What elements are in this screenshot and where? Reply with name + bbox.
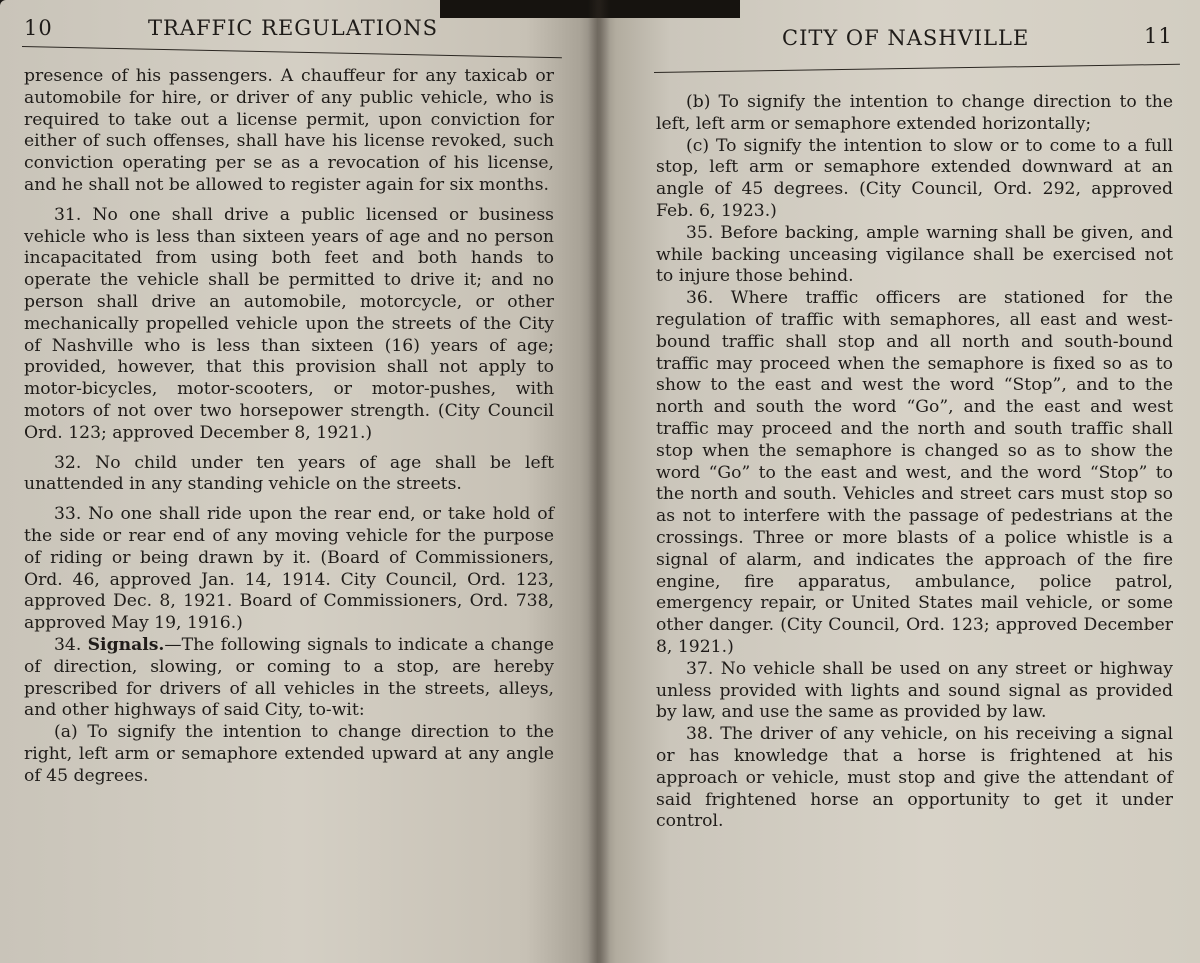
page-number: 11: [1144, 24, 1173, 48]
header-rule: [22, 46, 562, 58]
paragraph-37: 37. No vehicle shall be used on any street or highway unless provided with lights and sound signal as provided by law, and use the same as provided by law.: [656, 658, 1173, 723]
paragraph-36: 36. Where traffic officers are stationed for the regulation of traffic with semaphores, all east and west-bound traffic shall stop and all north and south-bound traffic may proceed when the semaphore is fixed so as to show to the east and west the word “Stop”, and to the north and south the word “Go”, and the east and west traffic may proceed and the north and south traffic shall stop when the semaphore is changed so as to show the word “Go” to the east and west, and the word “Stop” to the north and south. Vehicles and street cars must stop so as not to interfere with the passage of pedestrians at the crossings. Three or more blasts of a police whistle is a signal of alarm, and indicates the approach of the fire engine, fire apparatus, ambulance, police patrol, emergency repair, or United States mail vehicle, or some other danger. (City Council, Ord. 123; approved December 8, 1921.): [656, 288, 1173, 657]
section-heading: Signals.: [87, 634, 165, 655]
page-body: [656, 92, 1173, 833]
section-text: —The following signals to indicate a change of direction, slowing, or coming to a stop, are hereby prescribed for drivers of all vehicles in the streets, alleys, and other highways of said City, to-wit:: [24, 634, 554, 721]
running-title: CITY OF NASHVILLE: [782, 26, 1030, 50]
paragraph-34a: (a) To signify the intention to change direction to the right, left arm or semaphore extended upward at any angle of 45 degrees.: [24, 722, 554, 786]
running-title: TRAFFIC REGULATIONS: [148, 16, 439, 40]
paragraph-continuation: presence of his passengers. A chauffeur for any taxicab or automobile for hire, or driver of any public vehicle, who is required to take out a license permit, upon conviction for either of such offenses, shall have his license revoked, such conviction operating per se as a revocation of his license, and he shall not be allowed to register again for six months.: [24, 66, 554, 195]
header-rule: [654, 64, 1180, 73]
paragraph-34: [24, 635, 554, 722]
left-page: [0, 0, 598, 963]
paragraph-38: 38. The driver of any vehicle, on his receiving a signal or has knowledge that a horse is frightened at his approach or vehicle, must stop and give the attendant of said frightened horse an opportunity to get it under control.: [656, 724, 1173, 832]
section-number: 34.: [54, 634, 82, 655]
paragraph-32: 32. No child under ten years of age shall be left unattended in any standing vehicle on the streets.: [24, 452, 554, 495]
paragraph-31: 31. No one shall drive a public licensed or business vehicle who is less than sixteen years of age and no person incapacitated from using both feet and both hands to operate the vehicle shall be permitted to drive it; and no person shall drive an automobile, motorcycle, or other mechanically propelled vehicle upon the streets of the City of Nashville who is less than sixteen (16) years of age; provided, however, that this provision shall not apply to motor-bicycles, motor-scooters, or motor-pushes, with motors of not over two horsepower strength. (City Council Ord. 123; approved December 8, 1921.): [24, 204, 554, 443]
paragraph-34b: (b) To signify the intention to change direction to the left, left arm or semaphore extended horizontally;: [656, 92, 1173, 134]
paragraph-33: 33. No one shall ride upon the rear end, or take hold of the side or rear end of any moving vehicle for the purpose of riding or being drawn by it. (Board of Commissioners, Ord. 46, approved Jan. 14, 1914. City Council, Ord. 123, approved Dec. 8, 1921. Board of Commissioners, Ord. 738, approved May 19, 1916.): [24, 504, 554, 634]
page-body: [24, 66, 554, 788]
paragraph-34c: (c) To signify the intention to slow or to come to a full stop, left arm or semaphore extended downward at an angle of 45 degrees. (City Council, Ord. 292, approved Feb. 6, 1923.): [656, 135, 1173, 221]
right-page: [598, 0, 1200, 963]
background-shadow: [440, 0, 740, 18]
page-number: 10: [24, 16, 53, 40]
paragraph-35: 35. Before backing, ample warning shall be given, and while backing unceasing vigilance shall be exercised not to injure those behind.: [656, 222, 1173, 287]
